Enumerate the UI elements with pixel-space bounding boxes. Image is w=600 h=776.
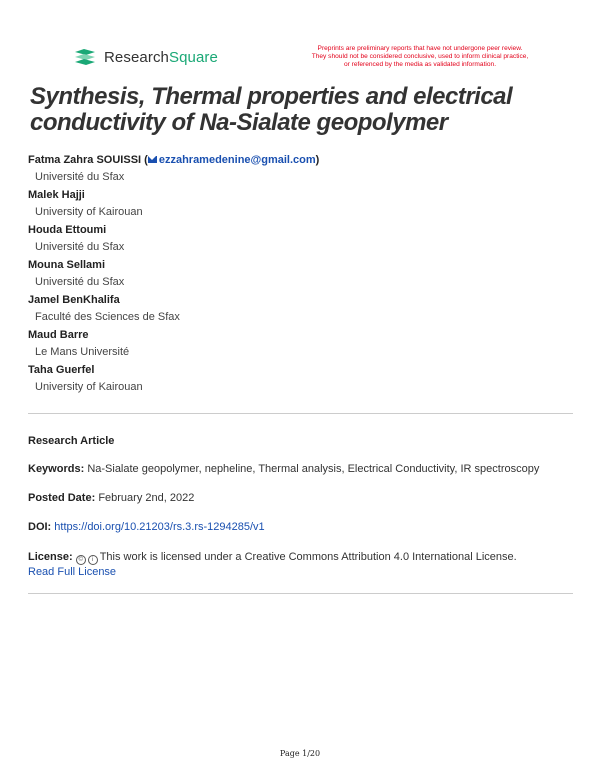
author-affiliation: Université du Sfax (35, 171, 125, 183)
author-name: Maud Barre (28, 329, 89, 341)
research-square-logo-icon (74, 48, 96, 66)
page-header (74, 45, 564, 81)
author-email-text: ezzahramedenine@gmail.com (158, 154, 316, 166)
author-affiliation: Université du Sfax (35, 276, 125, 288)
author-affiliation: University of Kairouan (35, 206, 143, 218)
logo-text (104, 49, 218, 66)
keywords-text: Na-Sialate geopolymer, nepheline, Thermal analysis, Electrical Conductivity, IR spectroscopy (87, 463, 540, 475)
posted-date (28, 491, 573, 505)
divider (28, 413, 573, 414)
paper-title (30, 84, 570, 136)
disclaimer-line: They should not be considered conclusive, used to inform clinical practice, (311, 53, 529, 60)
paper-title-line1: Synthesis, Thermal properties and electrical (30, 83, 513, 110)
logo-text-prefix: Research (104, 48, 169, 66)
author-entry (28, 189, 568, 219)
doi (28, 520, 573, 534)
author-name: Taha Guerfel (28, 364, 95, 376)
doi-link[interactable]: https://doi.org/10.21203/rs.3.rs-1294285/v1 (54, 521, 265, 533)
read-full-license-link[interactable]: Read Full License (28, 566, 117, 578)
license-label: License: (28, 551, 73, 563)
author-name: Malek Hajji (28, 189, 85, 201)
author-entry (28, 224, 568, 254)
author-email-link[interactable] (148, 154, 316, 166)
envelope-icon (148, 156, 157, 163)
posted-date-text: February 2nd, 2022 (98, 492, 195, 504)
author-affiliation: Faculté des Sciences de Sfax (35, 311, 180, 323)
cc-icon: © (76, 555, 86, 565)
keywords (28, 462, 573, 476)
doi-label: DOI: (28, 521, 52, 533)
author-name-text: Fatma Zahra SOUISSI (28, 154, 142, 166)
license (28, 550, 573, 579)
keywords-label: Keywords: (28, 463, 85, 475)
logo-text-accent: Square (169, 48, 218, 66)
license-text: This work is licensed under a Creative Commons Attribution 4.0 International License. (99, 551, 517, 563)
paper-title-line2: conductivity of Na-Sialate geopolymer (30, 109, 448, 136)
article-type (28, 434, 573, 448)
author-entry (28, 364, 568, 394)
author-name: Jamel BenKhalifa (28, 294, 120, 306)
author-list (28, 154, 568, 399)
author-name: Fatma Zahra SOUISSI ( ezzahramedenine@gmail.com) (28, 154, 320, 166)
disclaimer-line: Preprints are preliminary reports that have not undergone peer review. (317, 45, 523, 52)
posted-date-label: Posted Date: (28, 492, 96, 504)
disclaimer-line: or referenced by the media as validated information. (343, 61, 497, 68)
article-type-text: Research Article (28, 435, 115, 447)
author-name: Houda Ettoumi (28, 224, 107, 236)
author-affiliation: University of Kairouan (35, 381, 143, 393)
page-number: Page 1/20 (279, 749, 321, 758)
preprint-disclaimer (270, 45, 570, 69)
author-entry (28, 294, 568, 324)
author-entry (28, 259, 568, 289)
author-affiliation: Le Mans Université (35, 346, 130, 358)
author-entry (28, 154, 568, 184)
cc-by-icon: i (88, 555, 98, 565)
author-affiliation: Université du Sfax (35, 241, 125, 253)
divider (28, 593, 573, 594)
author-name: Mouna Sellami (28, 259, 106, 271)
author-entry (28, 329, 568, 359)
research-square-logo[interactable] (74, 48, 218, 66)
